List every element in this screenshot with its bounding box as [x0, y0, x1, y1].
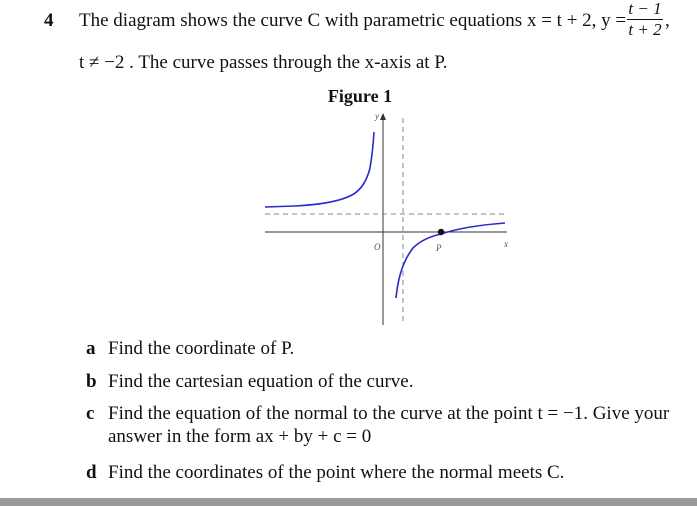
line-end-comma: ,	[665, 10, 670, 31]
fraction-denominator: t + 2	[628, 20, 662, 39]
part-d	[86, 462, 564, 484]
question-condition-line: t ≠ −2 . The curve passes through the x-axis at P.	[79, 52, 448, 73]
part-c-continuation: answer in the form ax + by + c = 0	[108, 426, 372, 447]
part-c-label: c	[86, 403, 95, 424]
part-a-text: Find the coordinate of P.	[108, 338, 295, 359]
part-d-text: Find the coordinates of the point where the normal meets C.	[108, 462, 565, 483]
parametric-y-fraction	[627, 0, 663, 39]
part-b	[86, 371, 413, 393]
curve-right-branch	[396, 223, 505, 298]
y-axis-arrow	[380, 113, 386, 120]
part-a-label: a	[86, 338, 96, 359]
part-b-text: Find the cartesian equation of the curve.	[108, 371, 414, 392]
question-intro-line: The diagram shows the curve C with parametric equations x = t + 2, y =	[79, 10, 627, 31]
fraction-numerator: t − 1	[628, 0, 662, 18]
y-axis-label: y	[375, 111, 379, 121]
curve-graph	[255, 110, 515, 335]
figure-title: Figure 1	[327, 86, 393, 106]
point-p	[438, 229, 444, 235]
part-d-label: d	[86, 462, 97, 483]
part-c-text: Find the equation of the normal to the curve at the point t = −1. Give your	[108, 403, 670, 424]
curve-left-branch	[265, 132, 374, 207]
part-c	[86, 403, 669, 425]
part-b-label: b	[86, 371, 97, 392]
origin-label: O	[374, 242, 381, 252]
question-number: 4	[44, 10, 54, 31]
part-a	[86, 338, 294, 360]
point-p-label: P	[436, 243, 442, 253]
x-axis-label: x	[504, 239, 508, 249]
bottom-scroll-bar	[0, 498, 697, 506]
